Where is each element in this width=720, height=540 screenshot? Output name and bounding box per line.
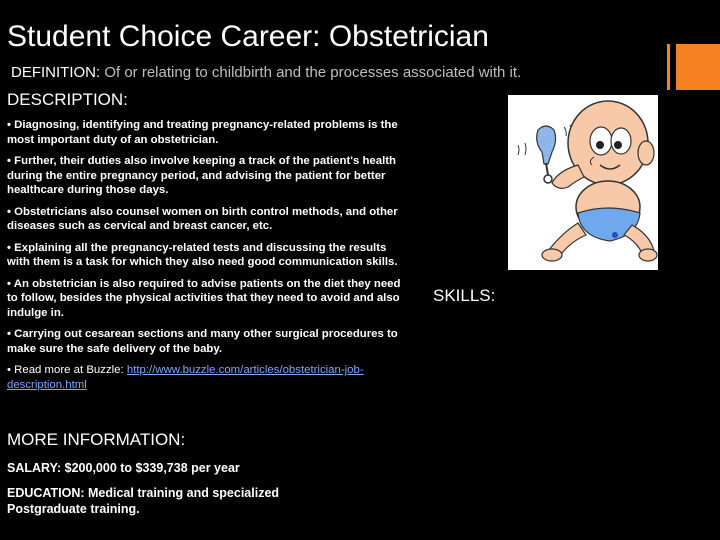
definition — [11, 64, 521, 81]
baby-image — [508, 95, 658, 270]
definition-label: DEFINITION: — [11, 64, 101, 81]
description-heading: DESCRIPTION: — [7, 90, 128, 109]
accent-bar — [676, 44, 720, 90]
list-item: • Explaining all the pregnancy-related tests and discussing the results with them is a task for which they also need good communication skills. — [7, 241, 398, 268]
read-more-item — [7, 363, 402, 392]
read-more-prefix: • Read more at Buzzle: — [7, 364, 127, 376]
list-item: • Diagnosing, identifying and treating pregnancy-related problems is the most important duty of an obstetrician. — [7, 119, 398, 146]
list-item: • Further, their duties also involve keeping a track of the patient's health during the entire pregnancy period, and advising the patient for better healthcare during those days. — [7, 155, 397, 196]
list-item: • An obstetrician is also required to advise patients on the diet they need to follow, besides the physical activities that they need to avoid and also indulge in. — [7, 277, 401, 319]
salary-text: SALARY: $200,000 to $339,738 per year — [7, 461, 240, 475]
definition-text: Of or relating to childbirth and the processes associated with it. — [100, 64, 522, 81]
education-text: EDUCATION: Medical training and specialized Postgraduate training. — [7, 486, 280, 516]
read-more-link[interactable]: http://www.buzzle.com/articles/obstetrician-job-description.html — [7, 364, 364, 391]
list-item: • Obstetricians also counsel women on birth control methods, and other diseases such as cervical and breast cancer, etc. — [7, 205, 398, 232]
description-list — [7, 118, 402, 399]
skills-heading: SKILLS: — [433, 286, 496, 305]
accent-line — [667, 44, 670, 90]
more-info-heading: MORE INFORMATION: — [7, 430, 186, 449]
baby-with-rattle-illustration — [508, 95, 658, 270]
page-title: Student Choice Career: Obstetrician — [7, 20, 489, 53]
list-item: • Carrying out cesarean sections and many other surgical procedures to make sure the safe delivery of the baby. — [7, 328, 398, 355]
